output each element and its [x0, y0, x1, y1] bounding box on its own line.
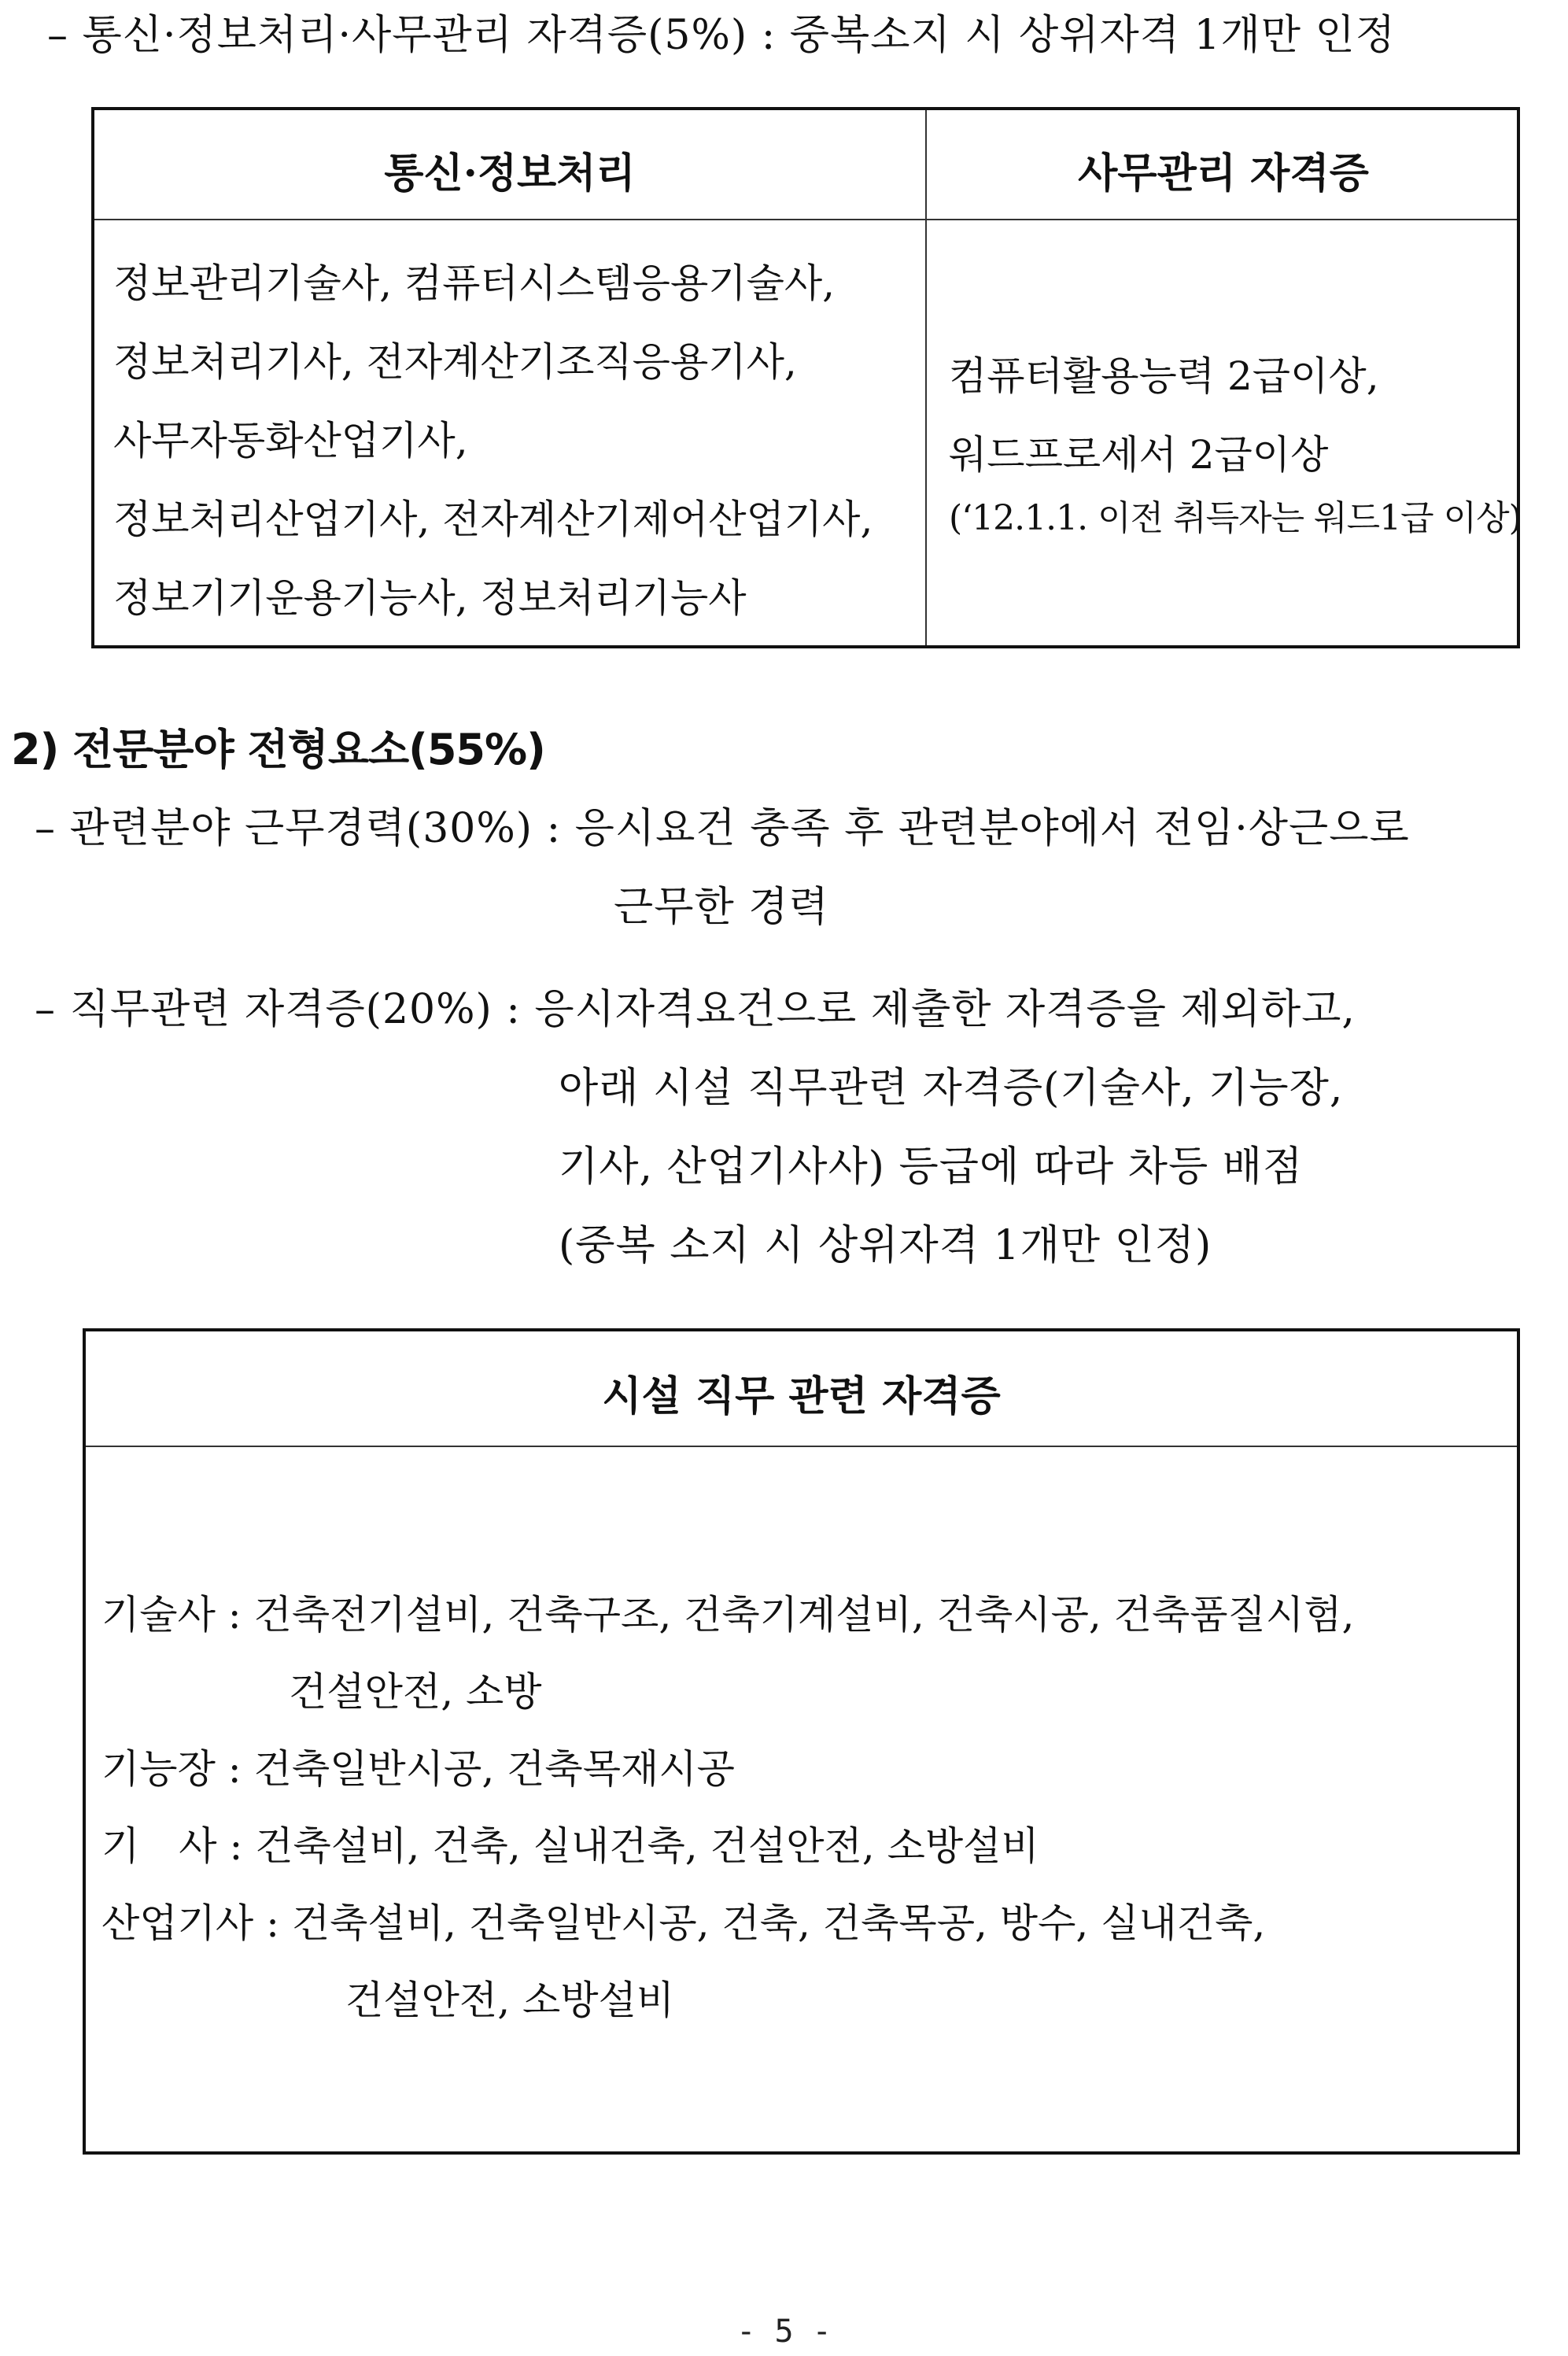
- table2-line: 기 사 : 건축설비, 건축, 실내건축, 건설안전, 소방설비: [101, 1823, 1039, 1869]
- table1-right-line: 워드프로세서 2급이상: [949, 432, 1329, 478]
- table1-left-line: 정보관리기술사, 컴퓨터시스템응용기술사,: [113, 260, 836, 306]
- table1-left-line: 정보처리기사, 전자계산기조직응용기사,: [113, 339, 797, 385]
- section-title: 2) 전문분야 전형요소(55%): [11, 725, 545, 774]
- cert-table-telecom-office: [91, 107, 1520, 648]
- table1-right-note: (‘12.1.1. 이전 취득자는 워드1급 이상): [949, 498, 1522, 538]
- table2-line: 기능장 : 건축일반시공, 건축목재시공: [101, 1746, 735, 1792]
- item2-line: – 직무관련 자격증(20%) : 응시자격요건으로 제출한 자격증을 제외하고,: [35, 986, 1356, 1033]
- page-number: - 5 -: [736, 2314, 832, 2350]
- item2-line-cont: 기사, 산업기사사) 등급에 따라 차등 배점: [559, 1143, 1304, 1191]
- table1-right-line: 컴퓨터활용능력 2급이상,: [949, 353, 1379, 399]
- item1-line: – 관련분야 근무경력(30%) : 응시요건 충족 후 관련분야에서 전임·상근으로: [35, 805, 1410, 852]
- intro-line: – 통신·정보처리·사무관리 자격증(5%) : 중복소지 시 상위자격 1개만 인정: [47, 12, 1396, 59]
- item2-line-cont: (중복 소지 시 상위자격 1개만 인정): [559, 1222, 1212, 1269]
- item2-line-cont: 아래 시설 직무관련 자격증(기술사, 기능장,: [559, 1065, 1344, 1112]
- header-divider: [94, 219, 1517, 220]
- table1-left-line: 정보기기운용기능사, 정보처리기능사: [113, 575, 747, 621]
- table1-header-left: 통신·정보처리: [384, 150, 636, 198]
- table1-header-right: 사무관리 자격증: [1078, 150, 1369, 198]
- table2-line-cont: 건설안전, 소방설비: [345, 1977, 675, 2023]
- table1-left-line: 정보처리산업기사, 전자계산기제어산업기사,: [113, 497, 873, 542]
- table2-line: 기술사 : 건축전기설비, 건축구조, 건축기계설비, 건축시공, 건축품질시험,: [101, 1592, 1355, 1638]
- item1-line-cont: 근무한 경력: [614, 884, 829, 931]
- header-divider: [86, 1446, 1517, 1447]
- table2-header: 시설 직무 관련 자격증: [602, 1372, 1001, 1420]
- table2-line: 산업기사 : 건축설비, 건축일반시공, 건축, 건축목공, 방수, 실내건축,: [101, 1900, 1266, 1946]
- table2-line-cont: 건설안전, 소방: [289, 1669, 542, 1715]
- table1-left-line: 사무자동화산업기사,: [113, 418, 468, 463]
- facility-cert-table: [83, 1328, 1520, 2155]
